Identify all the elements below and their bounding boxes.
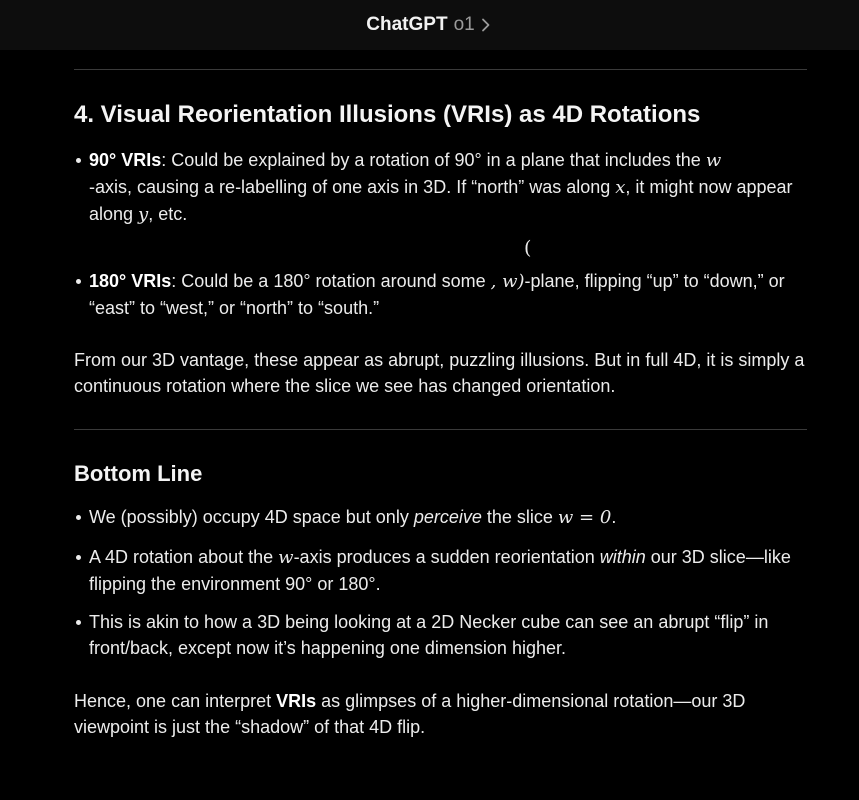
math-var: w: [705, 150, 722, 171]
paragraph: Hence, one can interpret VRIs as glimpses of a higher-dimensional rotation—our 3D viewpoint is just the “shadow” of that 4D flip.: [74, 691, 746, 737]
section-heading: 4. Visual Reorientation Illusions (VRIs) as 4D Rotations: [74, 101, 701, 128]
app-title[interactable]: ChatGPT: [366, 14, 448, 35]
list-item: We (possibly) occupy 4D space but only perceive the slice w = 0.: [89, 507, 617, 528]
divider: [74, 69, 807, 70]
math-var: w: [278, 547, 294, 568]
math-var: , w): [490, 271, 525, 292]
bold-term: VRIs: [276, 691, 317, 711]
math-var: w = 0: [557, 507, 612, 528]
list-item: 90° VRIs: Could be explained by a rotation of 90° in a plane that includes the w -axis, causing a re-labelling of one axis in 3D. If “north” was along x, it might now appear along y, etc.: [89, 150, 793, 225]
top-bar: [0, 0, 859, 50]
math-var: x: [615, 177, 626, 198]
model-selector[interactable]: o1: [453, 14, 475, 35]
bold-term: 90° VRIs: [89, 150, 162, 170]
paragraph: From our 3D vantage, these appear as abrupt, puzzling illusions. But in full 4D, it is simply a continuous rotation where the slice we see has changed orientation.: [74, 350, 805, 396]
divider: [74, 429, 807, 430]
bold-term: 180° VRIs: [89, 271, 172, 291]
list-item: 180° VRIs: Could be a 180° rotation around some , w)-plane, flipping “up” to “down,” or “east” to “west,” or “north” to “south.”: [89, 271, 785, 318]
list-item: This is akin to how a 3D being looking at a 2D Necker cube can see an abrupt “flip” in front/back, except now it’s happening one dimension higher.: [89, 612, 769, 658]
math-paren: (: [524, 237, 532, 259]
list-item: A 4D rotation about the w-axis produces a sudden reorientation within our 3D slice—like flipping the environment 90° or 180°.: [89, 547, 791, 594]
math-var: y: [138, 204, 149, 225]
chevron-right-icon[interactable]: [481, 18, 493, 32]
section-heading: Bottom Line: [74, 461, 203, 486]
